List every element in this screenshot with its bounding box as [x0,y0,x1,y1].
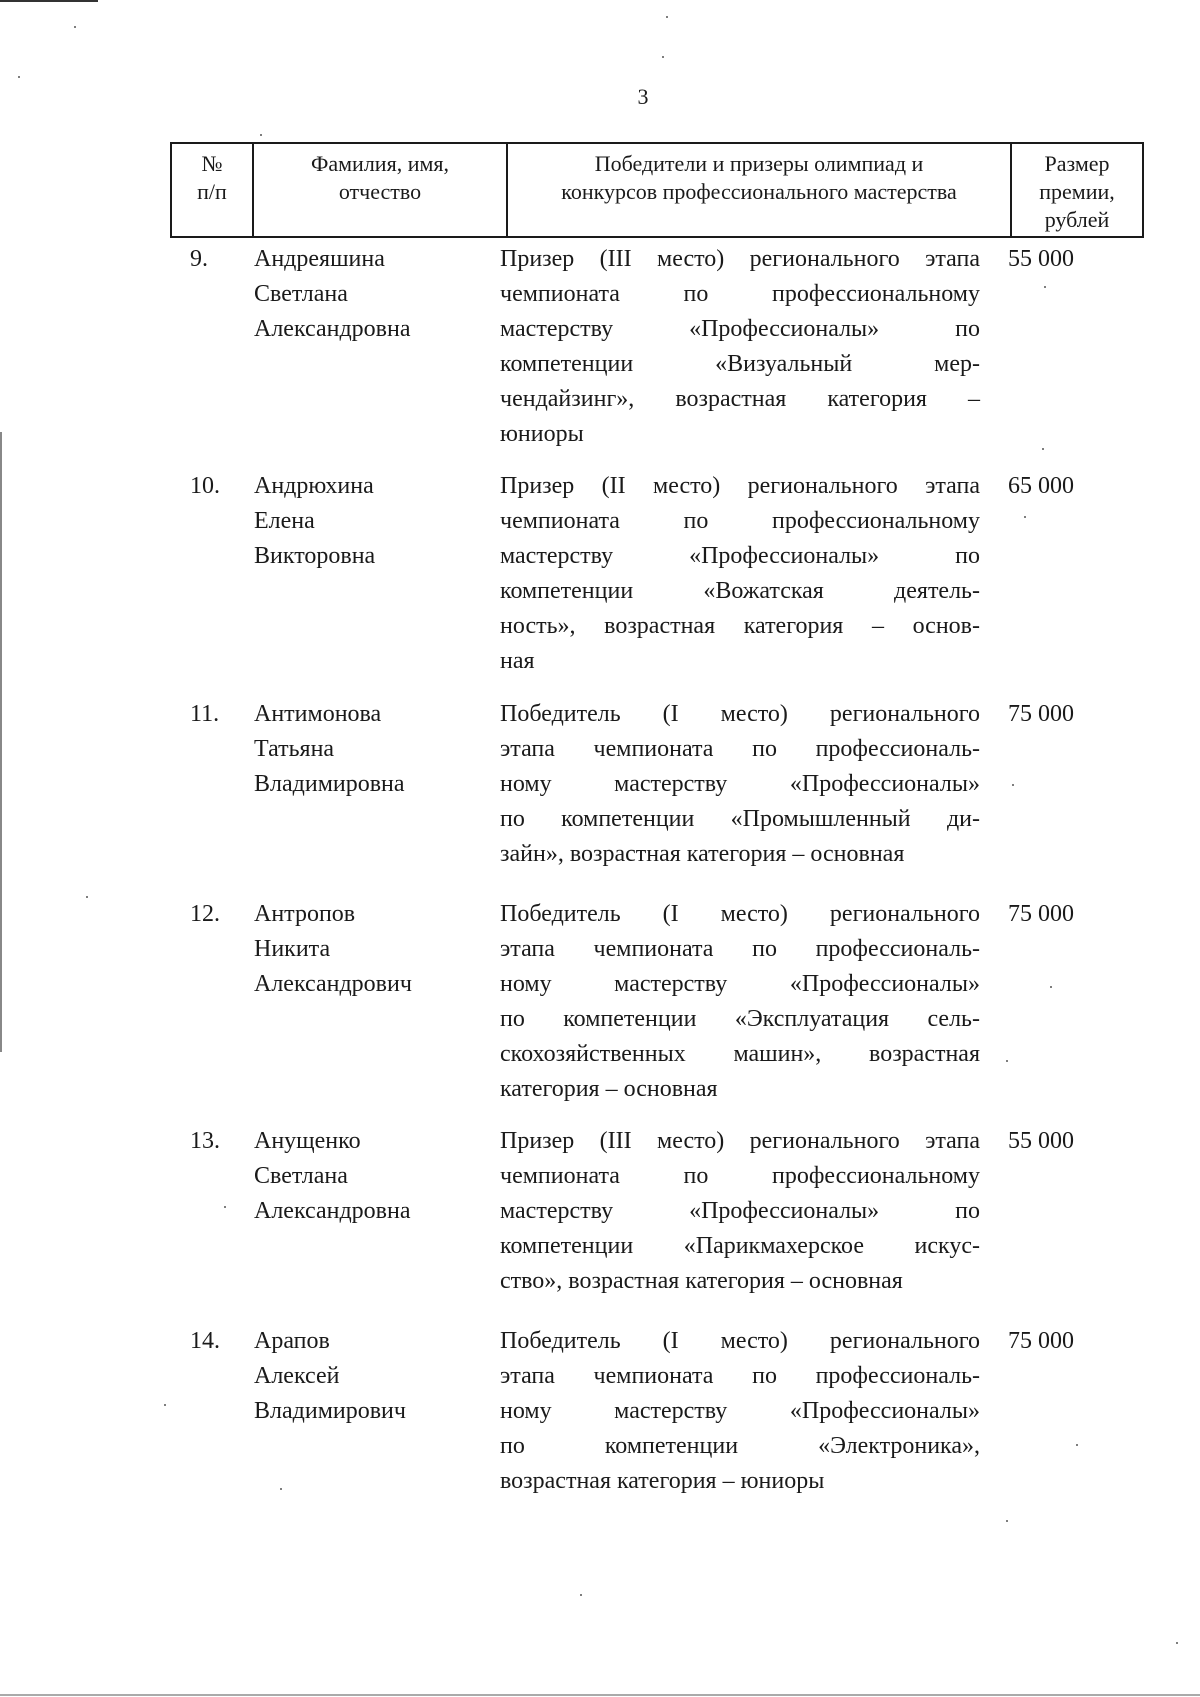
description-line: Победитель (I место) регионального [500,701,980,727]
row-number: 12. [190,901,220,927]
name-line: Владимировна [254,771,405,797]
description-line: по компетенции «Электроника», [500,1433,980,1459]
scan-speck [580,1594,582,1596]
scan-speck [86,896,88,898]
description-line: компетенции «Визуальный мер- [500,351,980,377]
description-line: категория – основная [500,1076,718,1102]
name-line: Викторовна [254,543,376,569]
header-line: рублей [1044,207,1110,232]
header-line: Размер [1044,151,1110,176]
header-line: конкурсов профессионального мастерства [561,179,957,204]
name-line: Анущенко [254,1128,361,1154]
description-line: мастерству «Профессионалы» по [500,1198,980,1224]
row-amount: 55 000 [1008,1128,1074,1154]
description-line: ному мастерству «Профессионалы» [500,771,980,797]
description-line: этапа чемпионата по профессиональ- [500,1363,980,1389]
description-line: этапа чемпионата по профессиональ- [500,736,980,762]
name-line: Алексей [254,1363,340,1389]
row-description [500,242,980,452]
scan-edge-line [0,0,98,2]
scan-speck [666,16,668,18]
header-name-column [253,143,507,237]
description-line: ная [500,648,535,674]
row-name [254,1324,484,1429]
scan-speck [1042,448,1044,450]
description-line: по компетенции «Промышленный ди- [500,806,980,832]
name-line: Андреяшина [254,246,385,272]
description-line: ному мастерству «Профессионалы» [500,1398,980,1424]
description-line: этапа чемпионата по профессиональ- [500,936,980,962]
scan-speck [260,134,262,136]
page-number: 3 [637,84,649,109]
row-name [254,697,484,802]
scan-speck [1050,986,1052,988]
row-amount: 55 000 [1008,246,1074,272]
row-description [500,1124,980,1299]
scan-speck [1044,286,1046,288]
header-line: премии, [1039,179,1115,204]
row-name [254,1124,484,1229]
scan-speck [74,26,76,28]
header-line: отчество [338,179,422,204]
row-name [254,897,484,1002]
row-amount: 65 000 [1008,473,1074,499]
header-line: № [201,151,223,176]
scan-speck [280,1488,282,1490]
scan-edge-line [0,1694,1200,1696]
scan-speck [1076,1444,1078,1446]
scan-speck [224,1206,226,1208]
scan-speck [662,56,664,58]
name-line: Арапов [254,1328,330,1354]
name-line: Андрюхина [254,473,374,499]
name-line: Владимирович [254,1398,406,1424]
name-line: Елена [254,508,315,534]
description-line: компетенции «Вожатская деятель- [500,578,980,604]
description-line: Призер (III место) регионального этапа [500,246,980,272]
name-line: Никита [254,936,331,962]
header-number-column [171,143,253,237]
description-line: чендайзинг», возрастная категория – [500,386,980,412]
description-line: ство», возрастная категория – основная [500,1268,903,1294]
header-amount-column [1011,143,1143,237]
row-amount: 75 000 [1008,701,1074,727]
description-line: Призер (III место) регионального этапа [500,1128,980,1154]
row-description [500,469,980,679]
description-line: Победитель (I место) регионального [500,1328,980,1354]
description-line: чемпионата по профессиональному [500,281,980,307]
description-line: юниоры [500,421,584,447]
header-line: п/п [197,179,227,204]
name-line: Александрович [254,971,412,997]
description-line: Призер (II место) регионального этапа [500,473,980,499]
row-description [500,697,980,872]
row-number: 9. [190,246,208,272]
row-amount: 75 000 [1008,901,1074,927]
header-line: Победители и призеры олимпиад и [594,151,924,176]
name-line: Антропов [254,901,356,927]
name-line: Татьяна [254,736,335,762]
row-number: 13. [190,1128,220,1154]
name-line: Антимонова [254,701,382,727]
scan-speck [1006,1060,1008,1062]
name-line: Александровна [254,1198,411,1224]
description-line: Победитель (I место) регионального [500,901,980,927]
description-line: мастерству «Профессионалы» по [500,316,980,342]
row-number: 10. [190,473,220,499]
row-amount: 75 000 [1008,1328,1074,1354]
name-line: Светлана [254,281,348,307]
description-line: по компетенции «Эксплуатация сель- [500,1006,980,1032]
description-line: ность», возрастная категория – основ- [500,613,980,639]
scan-speck [1024,516,1026,518]
description-line: зайн», возрастная категория – основная [500,841,905,867]
row-number: 14. [190,1328,220,1354]
row-description [500,1324,980,1499]
scan-speck [1012,784,1014,786]
description-line: чемпионата по профессиональному [500,1163,980,1189]
scan-edge-line [0,432,2,1052]
description-line: ному мастерству «Профессионалы» [500,971,980,997]
row-name [254,469,484,574]
row-number: 11. [190,701,220,727]
description-line: компетенции «Парикмахерское искус- [500,1233,980,1259]
description-line: возрастная категория – юниоры [500,1468,825,1494]
scan-speck [1176,1642,1178,1644]
row-name [254,242,484,347]
table-header [170,142,1144,238]
scan-speck [18,76,20,78]
scan-speck [1006,1520,1008,1522]
scan-speck [164,1404,166,1406]
description-line: скохозяйственных машин», возрастная [500,1041,980,1067]
name-line: Александровна [254,316,411,342]
header-line: Фамилия, имя, [310,151,450,176]
name-line: Светлана [254,1163,348,1189]
description-line: мастерству «Профессионалы» по [500,543,980,569]
row-description [500,897,980,1107]
description-line: чемпионата по профессиональному [500,508,980,534]
header-description-column [507,143,1011,237]
